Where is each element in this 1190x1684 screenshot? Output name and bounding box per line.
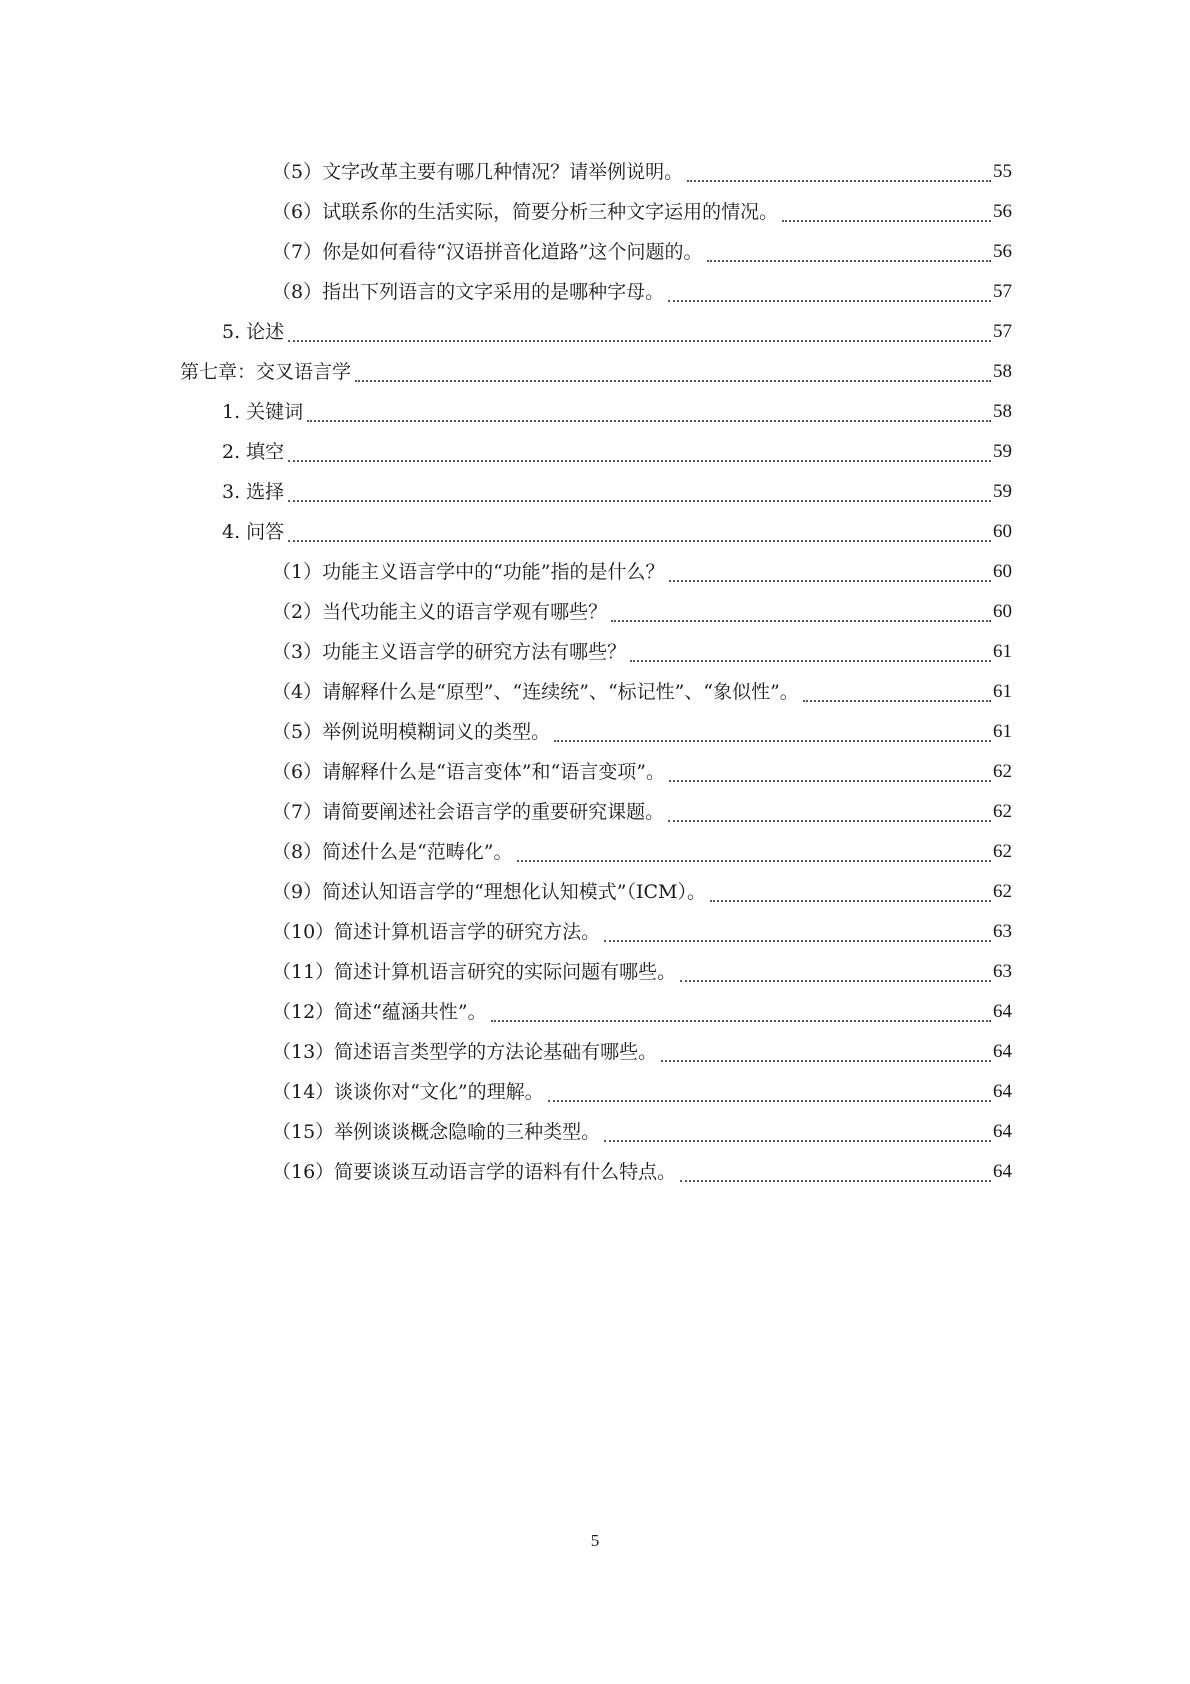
- toc-dot-leader: [288, 540, 991, 542]
- toc-entry[interactable]: [0, 992, 1190, 1032]
- toc-entry-title: （6）请解释什么是“语言变体”和“语言变项”。: [272, 761, 665, 783]
- toc-entry-page: 64: [993, 1161, 1012, 1182]
- toc-dot-leader: [680, 980, 991, 982]
- toc-entry[interactable]: [0, 632, 1190, 672]
- toc-entry[interactable]: [0, 272, 1190, 312]
- toc-entry-page: 64: [993, 1121, 1012, 1142]
- toc-entry[interactable]: [0, 232, 1190, 272]
- toc-entry-title: （15）举例谈谈概念隐喻的三种类型。: [272, 1121, 601, 1143]
- toc-dot-leader: [710, 900, 991, 902]
- toc-entry-title: （12）简述“蕴涵共性”。: [272, 1001, 487, 1023]
- toc-entry-title: （8）指出下列语言的文字采用的是哪种字母。: [272, 281, 665, 303]
- toc-dot-leader: [548, 1100, 991, 1102]
- toc-entry[interactable]: [0, 712, 1190, 752]
- toc-entry[interactable]: [0, 1152, 1190, 1192]
- toc-dot-leader: [604, 1140, 991, 1142]
- toc-entry-title: （9）简述认知语言学的“理想化认知模式”（ICM）。: [272, 881, 707, 903]
- toc-entry-title: （13）简述语言类型学的方法论基础有哪些。: [272, 1041, 658, 1063]
- toc-entry[interactable]: [0, 592, 1190, 632]
- toc-entry-page: 60: [993, 601, 1012, 622]
- toc-entry-page: 58: [993, 361, 1012, 382]
- toc-entry-title: （2）当代功能主义的语言学观有哪些？: [272, 601, 608, 623]
- toc-entry-title: （5）举例说明模糊词义的类型。: [272, 721, 551, 743]
- toc-entry[interactable]: [0, 832, 1190, 872]
- toc-entry-page: 64: [993, 1041, 1012, 1062]
- toc-entry-title: 1. 关键词: [222, 401, 304, 423]
- toc-entry-page: 61: [993, 721, 1012, 742]
- toc-entry[interactable]: [0, 392, 1190, 432]
- toc-entry-page: 55: [993, 161, 1012, 182]
- toc-entry-page: 59: [993, 481, 1012, 502]
- toc-entry[interactable]: [0, 1032, 1190, 1072]
- toc-entry-title: 5. 论述: [222, 321, 285, 343]
- table-of-contents: [0, 152, 1190, 1192]
- toc-entry-page: 62: [993, 761, 1012, 782]
- toc-entry-page: 62: [993, 841, 1012, 862]
- toc-dot-leader: [288, 460, 991, 462]
- toc-entry-page: 62: [993, 801, 1012, 822]
- toc-entry-title: （1）功能主义语言学中的“功能”指的是什么？: [272, 561, 665, 583]
- toc-entry-page: 57: [993, 321, 1012, 342]
- toc-entry-title: （16）简要谈谈互动语言学的语料有什么特点。: [272, 1161, 677, 1183]
- toc-dot-leader: [491, 1020, 991, 1022]
- page-number: 5: [590, 1531, 600, 1550]
- toc-entry-page: 62: [993, 881, 1012, 902]
- toc-entry-page: 64: [993, 1001, 1012, 1022]
- toc-entry-title: 4. 问答: [222, 521, 285, 543]
- toc-entry[interactable]: [0, 512, 1190, 552]
- toc-dot-leader: [611, 620, 991, 622]
- toc-entry-page: 61: [993, 681, 1012, 702]
- toc-entry[interactable]: [0, 792, 1190, 832]
- toc-entry-title: （10）简述计算机语言学的研究方法。: [272, 921, 601, 943]
- toc-dot-leader: [669, 580, 991, 582]
- toc-entry-page: 58: [993, 401, 1012, 422]
- toc-entry[interactable]: [0, 1112, 1190, 1152]
- toc-entry-title: （5）文字改革主要有哪几种情况？请举例说明。: [272, 161, 684, 183]
- toc-entry-page: 64: [993, 1081, 1012, 1102]
- toc-entry-title: （7）请简要阐述社会语言学的重要研究课题。: [272, 801, 665, 823]
- toc-dot-leader: [307, 420, 991, 422]
- toc-dot-leader: [668, 300, 991, 302]
- toc-entry-page: 63: [993, 961, 1012, 982]
- toc-entry[interactable]: [0, 752, 1190, 792]
- toc-dot-leader: [669, 780, 991, 782]
- toc-dot-leader: [355, 380, 991, 382]
- toc-dot-leader: [803, 700, 991, 702]
- toc-entry-title: 第七章：交叉语言学: [180, 361, 352, 383]
- toc-entry-title: （14）谈谈你对“文化”的理解。: [272, 1081, 544, 1103]
- toc-dot-leader: [782, 220, 991, 222]
- toc-entry[interactable]: [0, 472, 1190, 512]
- toc-entry-title: （7）你是如何看待“汉语拼音化道路”这个问题的。: [272, 241, 703, 263]
- toc-entry-page: 61: [993, 641, 1012, 662]
- toc-entry[interactable]: [0, 872, 1190, 912]
- toc-entry-page: 60: [993, 521, 1012, 542]
- toc-dot-leader: [604, 940, 991, 942]
- toc-entry[interactable]: [0, 152, 1190, 192]
- toc-dot-leader: [707, 260, 991, 262]
- toc-entry-page: 59: [993, 441, 1012, 462]
- toc-entry[interactable]: [0, 1072, 1190, 1112]
- toc-entry-title: （8）简述什么是“范畴化”。: [272, 841, 513, 863]
- toc-entry[interactable]: [0, 912, 1190, 952]
- toc-entry[interactable]: [0, 952, 1190, 992]
- toc-dot-leader: [630, 660, 991, 662]
- toc-entry[interactable]: [0, 352, 1190, 392]
- toc-entry-page: 56: [993, 241, 1012, 262]
- toc-dot-leader: [288, 500, 991, 502]
- toc-entry-title: （3）功能主义语言学的研究方法有哪些？: [272, 641, 627, 663]
- toc-entry[interactable]: [0, 192, 1190, 232]
- toc-dot-leader: [668, 820, 991, 822]
- toc-entry-page: 63: [993, 921, 1012, 942]
- toc-dot-leader: [517, 860, 991, 862]
- toc-entry-title: （6）试联系你的生活实际，简要分析三种文字运用的情况。: [272, 201, 779, 223]
- toc-entry[interactable]: [0, 432, 1190, 472]
- toc-dot-leader: [680, 1180, 991, 1182]
- toc-entry-title: 3. 选择: [222, 481, 285, 503]
- toc-dot-leader: [288, 340, 991, 342]
- toc-dot-leader: [687, 180, 991, 182]
- toc-entry-page: 56: [993, 201, 1012, 222]
- toc-dot-leader: [661, 1060, 991, 1062]
- toc-entry[interactable]: [0, 552, 1190, 592]
- toc-entry[interactable]: [0, 672, 1190, 712]
- toc-entry[interactable]: [0, 312, 1190, 352]
- toc-entry-title: （11）简述计算机语言研究的实际问题有哪些。: [272, 961, 677, 983]
- toc-entry-page: 57: [993, 281, 1012, 302]
- toc-entry-page: 60: [993, 561, 1012, 582]
- toc-entry-title: 2. 填空: [222, 441, 285, 463]
- toc-dot-leader: [554, 740, 991, 742]
- toc-entry-title: （4）请解释什么是“原型”、“连续统”、“标记性”、“象似性”。: [272, 681, 799, 703]
